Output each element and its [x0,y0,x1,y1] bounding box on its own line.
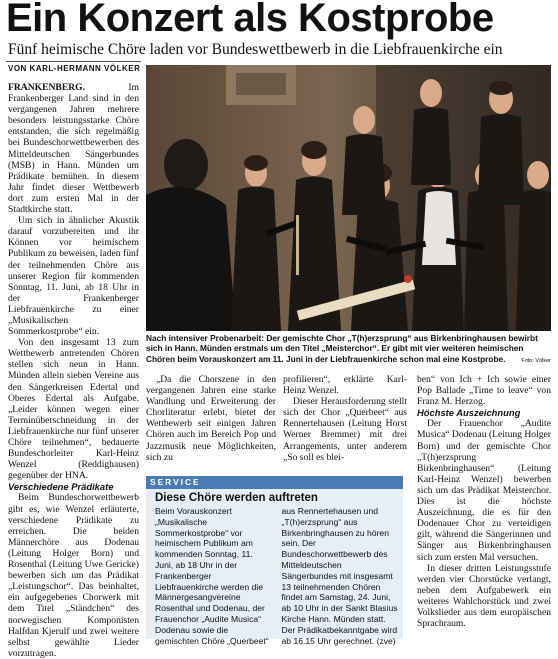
paragraph: Der Frauenchor „Audite Musica“ Dodenau (Leitung Holger Born) und der gemischte Chor „T(h)erzsprung Birkenbringhausen“ (Leitung Karl-Heinz Wenzel) bewerben sich um das Prädikat Meisterchor. Dies ist die höchste Auszeichnung, die es für den Dodenauer Chor zu verteidigen gilt, während die Sängerinnen und Sänger aus Birkenbringhausen sich zum ersten Mal versuchen. [417,418,552,563]
choir-photo-illustration [146,65,551,331]
service-box [146,476,403,646]
paragraph-text: Im Frankenberger Land sind in den vergangenen Jahren mehrere besonders leistungsstarke Chöre entstanden, die sich regelmäßig bei Bundeschorwettbewerben des Mitteldeutschen Sängerbundes (MSB) in Hann. Münden um Prädikate bemühen. In diesem Jahr findet dieser Wettbewerb dort zum ersten Mal in der Stadtkirche statt. [8,82,139,216]
photo-credit: Foto: Völker [521,357,551,364]
byline: VON KARL-HERMANN VÖLKER [8,64,141,73]
photo-caption-text: Nach intensiver Probenarbeit: Der gemischte Chor „T(h)erzsprung“ aus Birkenbringhausen bewirbt sich in Hann. Münden erstmals um den Titel „Meisterchor“. Er gibt mit vier weiteren heimischen Chören beim Vorauskonzert am 11. Juni in der Liebfrauenkirche schon mal eine Kostprobe. [146,333,538,364]
service-label: SERVICE [146,476,403,489]
subheadline: Fünf heimische Chöre laden vor Bundeswettbewerb in die Liebfrauenkirche ein [8,41,503,58]
article-column-4 [417,374,551,629]
article-column-1 [8,82,139,659]
headline: Ein Konzert als Kostprobe [6,0,494,40]
photo-caption [146,333,551,366]
paragraph: Dieser Herausforderung stellt sich der Chor „Querbeet“ aus Rennertehausen (Leitung Horst Werner Bremmer) mit drei Arrangements, unter anderem „So soll es blei- [283,396,407,463]
subheading: Höchste Auszeichnung [417,407,521,419]
paragraph: In dieser dritten Leistungsstufe werden vier Chorstücke verlangt, neben dem Aufgabewerk ein weiteres Wahlchorstück und zwei Volkslieder aus dem europäischen Sprachraum. [417,562,551,630]
paragraph: Um sich in ähnlicher Akustik darauf vorzubereiten und ihr Können vor heimischem Publikum zu beweisen, laden fünf der teilnehmenden Chöre aus unserer Region für kommenden Sonntag, 11. Juni, ab 18 Uhr in der Frankenberger Liebfrauenkirche zu einer „Musikalischen Sommerkostprobe“ ein. [8,215,139,338]
paragraph: Von den insgesamt 13 zum Wettbewerb antretenden Chören stellen sich neun in Hann. Münden allein sieben Vereine aus den Sängerkreisen Edertal und Oberes Edertal als Aufgabe. „Leider können wegen einer Terminüberschneidung in der Liebfrauenkirche nur fünf unserer Chöre teilnehmen“, bedauerte Bundeschorleiter Karl-Heinz Wenzel (Reddighausen) gegenüber der HNA. [8,337,139,482]
subheading: Verschiedene Prädikate [8,481,114,493]
choir-photo [146,65,551,331]
service-title: Diese Chöre werden auftreten [155,492,318,504]
paragraph [8,82,139,215]
byline-rule [6,61,141,62]
article-column-3 [283,374,407,463]
paragraph: ben“ von Ich + Ich sowie einer Pop Ballade „Time to leave“ von Franz M. Herzog. [417,374,551,408]
service-text: Beim Vorauskonzert „Musikalische Sommerkostprobe“ vor heimischem Publikum am kommenden Sonntag, 11. Juni, ab 18 Uhr in der Frankenberger Liebfrauenkirche werden die Männergesangvereine Rosenthal und Dodenau, der Frauenchor „Audite Musica“ Dodenau sowie die gemischten Chöre „Querbeet“ aus Rennertehausen und „T(h)erzsprung“ aus Birkenbringhausen zu hören sein. Der Bundeschorwettbewerb des Mitteldeutschen Sängerbundes mit insgesamt 13 teilnehmenden Chören findet am Samstag, 24. Juni, ab 10 Uhr in der Sankt Blasius Kirche Hann. Münden statt. Der Prädikatbekanntgabe wird ab 16.15 Uhr gerechnet. (zve) [155,506,398,646]
paragraph: Beim Bundeschorwettbewerb gibt es, wie Wenzel erläuterte, verschiedene Prädikate zu erreichen. Die beiden Männerchöre aus Dodenau (Leitung Holger Born) und Rosenthal (Leitung Uwe Gericke) bewerben sich um das Prädikat „Leistungschor“. Das beinhaltet, ein aufgegebenes Chorwerk mit dem Titel „Ständchen“ des norwegischen Komponisten Halfdan Kjerulf und zwei weitere selbst gewählte Lieder vorzutragen. [8,492,139,659]
article-column-2 [146,374,276,463]
paragraph: „Da die Chorszene in den vergangenen Jahren eine starke Wandlung und Erweiterung der Chorliteratur erlebt, bietet der Wettbewerb seit einigen Jahren Chören auch im Bereich Pop und Jazzmusik neue Möglichkeiten, sich zu [146,374,276,463]
dateline: FRANKENBERG. [8,82,86,93]
paragraph: profilieren“, erklärte Karl-Heinz Wenzel. [283,374,407,397]
